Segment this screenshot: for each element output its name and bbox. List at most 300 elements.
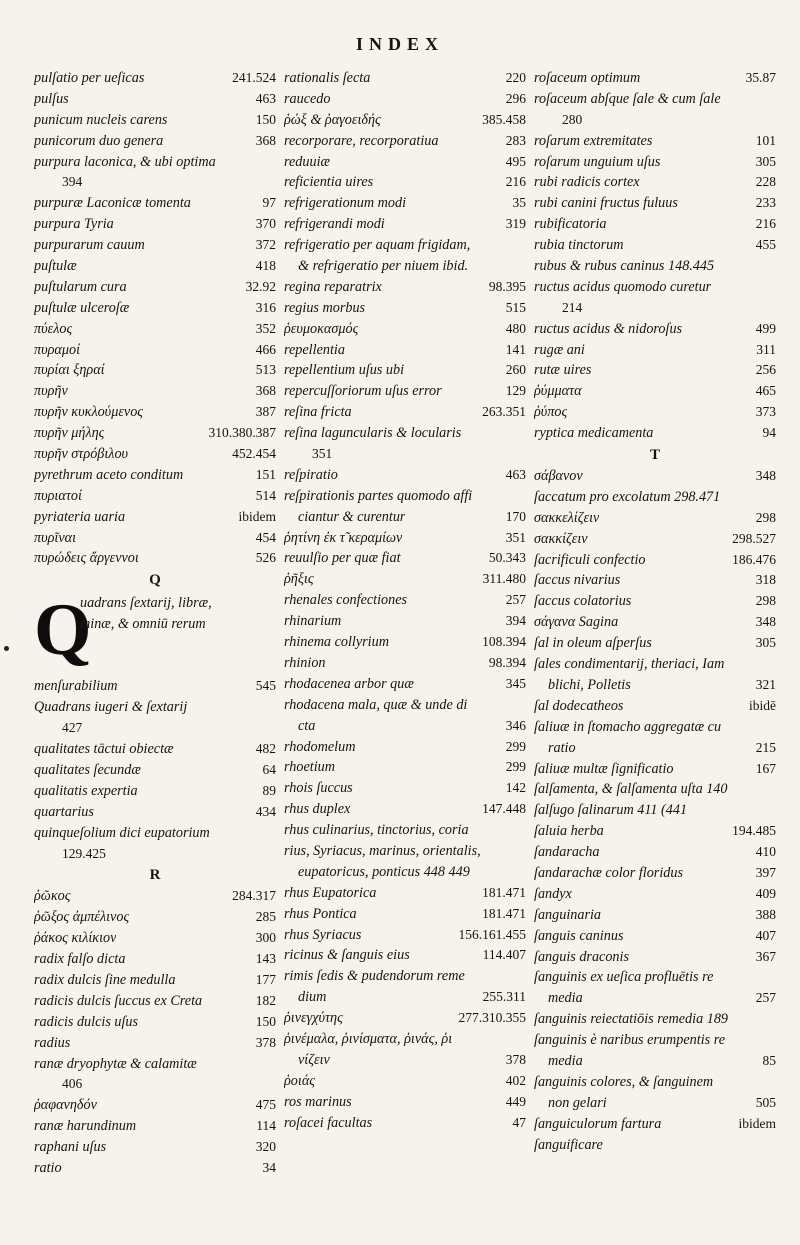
- entry-pages: 463: [255, 90, 276, 106]
- entry-term: ſalſugo ſalinarum 411 (441: [534, 802, 688, 819]
- entry-term: ſandaracha: [534, 844, 600, 861]
- index-entry: [34, 256, 276, 277]
- index-entry: [34, 340, 276, 361]
- entry-term: rhois ſuccus: [284, 780, 353, 797]
- entry-term: rimis ſedis & pudendorum reme: [284, 968, 465, 985]
- entry-pages: 545: [255, 678, 276, 694]
- entry-pages: 50.343: [488, 550, 526, 566]
- entry-term: σακκελίζειν: [534, 509, 600, 526]
- index-entry: [34, 548, 276, 569]
- entry-term: qualitates ſecundæ: [34, 761, 141, 778]
- index-entry: [534, 172, 776, 193]
- entry-term: media: [548, 990, 583, 1007]
- entry-pages: 186.476: [732, 551, 776, 567]
- entry-pages: 156.161.455: [458, 926, 526, 942]
- entry-term: rhodacenea arbor quæ: [284, 675, 414, 692]
- entry-pages: 378: [505, 1051, 526, 1067]
- index-entry: [34, 907, 276, 928]
- entry-pages: 351: [312, 446, 333, 462]
- index-entry: [534, 570, 776, 591]
- entry-term: rhus duplex: [284, 801, 351, 818]
- entry-term: reduuiæ: [284, 153, 330, 170]
- index-entry: [34, 465, 276, 486]
- index-entry: [534, 926, 776, 947]
- entry-term: regina reparatrix: [284, 278, 382, 295]
- entry-term: reſina fricta: [284, 404, 352, 421]
- entry-pages: 150: [255, 111, 276, 127]
- entry-term: πυρίαι ξηραί: [34, 362, 105, 379]
- dropcap-block: [34, 589, 276, 676]
- entry-pages: 406: [62, 1076, 83, 1092]
- index-entry: [284, 319, 526, 340]
- entry-pages: 151: [255, 466, 276, 482]
- entry-pages: 108.394: [482, 634, 526, 650]
- entry-term: πυρῆν στρόβιλου: [34, 446, 129, 463]
- entry-term: rubi radicis cortex: [534, 174, 640, 191]
- entry-pages: 299: [505, 738, 526, 754]
- index-entry: [34, 1033, 276, 1054]
- entry-pages: 47: [512, 1114, 526, 1130]
- index-entry: [34, 760, 276, 781]
- index-entry: [34, 1074, 276, 1095]
- entry-pages: 311.480: [482, 571, 526, 587]
- index-entry: [534, 675, 776, 696]
- entry-term: ſandarachæ color floridus: [534, 864, 683, 881]
- entry-pages: 97: [262, 195, 276, 211]
- index-entry: [534, 152, 776, 173]
- entry-term: ſaliuæ in ſtomacho aggregatæ cu: [534, 718, 722, 735]
- entry-pages: 143: [255, 951, 276, 967]
- index-entry: [284, 423, 526, 444]
- index-entry: [534, 235, 776, 256]
- entry-pages: 170: [505, 508, 526, 524]
- entry-pages: 305: [755, 635, 776, 651]
- entry-pages: 378: [255, 1034, 276, 1050]
- entry-term: ſanguinaria: [534, 906, 602, 923]
- index-entry: [34, 1116, 276, 1137]
- entry-pages: 141: [505, 341, 526, 357]
- entry-term: ῥάκος κιλίκιον: [34, 930, 117, 947]
- entry-term: quartarius: [34, 803, 94, 820]
- entry-pages: 194.485: [732, 823, 776, 839]
- index-entry: [284, 381, 526, 402]
- index-entry: [34, 381, 276, 402]
- entry-pages: 368: [255, 383, 276, 399]
- index-entry: [284, 340, 526, 361]
- index-columns: [34, 68, 792, 1179]
- index-entry: [284, 841, 526, 862]
- index-entry: [284, 235, 526, 256]
- index-entry: [80, 593, 276, 614]
- entry-pages: 482: [255, 741, 276, 757]
- entry-term: Quadrans iugeri & ſextarij: [34, 699, 188, 716]
- index-entry: [534, 110, 776, 131]
- index-entry: [284, 799, 526, 820]
- entry-term: rhenales confectiones: [284, 592, 408, 609]
- index-entry: [534, 298, 776, 319]
- index-entry: [284, 277, 526, 298]
- index-entry: [534, 1093, 776, 1114]
- ink-dot: [4, 646, 9, 651]
- entry-pages: 177: [255, 971, 276, 987]
- entry-pages: 388: [755, 906, 776, 922]
- entry-pages: 449: [505, 1093, 526, 1109]
- index-entry: [534, 759, 776, 780]
- entry-term: ſanguinis ex ueſica profluētis re: [534, 969, 714, 986]
- index-entry: [34, 823, 276, 844]
- index-entry: [534, 696, 776, 717]
- index-entry: [534, 508, 776, 529]
- entry-pages: 298: [755, 593, 776, 609]
- entry-pages: 35.87: [745, 70, 776, 85]
- entry-pages: 94: [762, 425, 776, 441]
- index-entry: [34, 1158, 276, 1179]
- entry-term: ῥώξ & ῥαγοειδής: [284, 111, 381, 128]
- entry-pages: ibidem: [238, 508, 276, 524]
- index-entry: [284, 68, 526, 89]
- entry-term: ῥευμοκασμός: [284, 320, 359, 337]
- index-entry: [284, 214, 526, 235]
- entry-term: refrigerandi modi: [284, 216, 385, 233]
- index-entry: [34, 802, 276, 823]
- index-entry: [34, 1054, 276, 1075]
- entry-pages: 499: [755, 320, 776, 336]
- entry-pages: 409: [755, 885, 776, 901]
- entry-term: ῥύπος: [534, 404, 568, 421]
- entry-term: rubificatoria: [534, 216, 607, 233]
- index-entry: [34, 444, 276, 465]
- entry-pages: 463: [505, 466, 526, 482]
- entry-term: ῥητίνη ἐκ τ̃ κεραμίων: [284, 529, 403, 546]
- entry-pages: 452.454: [232, 446, 276, 462]
- entry-term: ſaccus nivarius: [534, 572, 621, 589]
- entry-term: ſanguinis è naribus erumpentis re: [534, 1032, 725, 1049]
- entry-pages: 216: [755, 216, 776, 232]
- entry-term: rhinion: [284, 654, 326, 671]
- entry-pages: 305: [755, 153, 776, 169]
- entry-term: ſanguiculorum fartura: [534, 1115, 662, 1132]
- entry-term: purpura Tyria: [34, 216, 114, 233]
- entry-pages: 32.92: [245, 278, 276, 294]
- entry-pages: 311: [756, 341, 776, 357]
- entry-pages: 284.317: [232, 888, 276, 904]
- entry-pages: 98.395: [488, 278, 526, 294]
- index-entry: [34, 235, 276, 256]
- entry-pages: 321: [755, 676, 776, 692]
- entry-pages: 346: [505, 717, 526, 733]
- index-entry: [534, 319, 776, 340]
- entry-term: ſal in oleum aſperſus: [534, 635, 652, 652]
- index-entry: [284, 131, 526, 152]
- entry-pages: 181.471: [482, 905, 526, 921]
- index-column-1: [34, 68, 276, 1179]
- entry-term: minæ, & omniū rerum: [80, 616, 206, 633]
- entry-term: rubia tinctorum: [534, 237, 624, 254]
- entry-term: πυραμοί: [34, 341, 81, 358]
- index-entry: [534, 612, 776, 633]
- index-entry: [534, 193, 776, 214]
- index-entry: [534, 89, 776, 110]
- entry-term: roſaceum optimum: [534, 70, 641, 86]
- entry-term: raphani uſus: [34, 1139, 107, 1156]
- section-letter-r: R: [149, 867, 161, 884]
- entry-term: repellentia: [284, 341, 345, 358]
- index-entry: [534, 738, 776, 759]
- entry-term: rubus & rubus caninus 148.445: [534, 258, 715, 275]
- index-entry: [534, 256, 776, 277]
- entry-term: dium: [298, 989, 327, 1006]
- entry-term: media: [548, 1052, 583, 1069]
- entry-pages: 283: [505, 132, 526, 148]
- entry-term: rius, Syriacus, marinus, orientalis,: [284, 842, 481, 859]
- entry-pages: 280: [562, 111, 583, 127]
- entry-term: roſarum unguium uſus: [534, 153, 661, 170]
- entry-pages: 216: [505, 174, 526, 190]
- entry-term: ſanguis draconis: [534, 948, 629, 965]
- index-entry: [284, 548, 526, 569]
- index-entry: [34, 676, 276, 697]
- index-entry: [534, 717, 776, 738]
- index-entry: [534, 402, 776, 423]
- index-entry: [284, 256, 526, 277]
- entry-pages: 181.471: [482, 884, 526, 900]
- entry-term: ſal dodecatheos: [534, 697, 624, 714]
- entry-term: πυριατοί: [34, 487, 82, 504]
- entry-term: punicum nucleis carens: [34, 111, 168, 128]
- index-entry: [534, 340, 776, 361]
- entry-pages: 348: [755, 468, 776, 484]
- entry-pages: 402: [505, 1072, 526, 1088]
- index-entry: [534, 988, 776, 1009]
- entry-pages: 255.311: [482, 989, 526, 1005]
- entry-pages: 352: [255, 320, 276, 336]
- entry-term: reficientia uires: [284, 174, 374, 191]
- index-entry: [534, 863, 776, 884]
- entry-term: pulſus: [34, 90, 69, 107]
- entry-pages: 299: [505, 759, 526, 775]
- entry-pages: 34: [262, 1159, 276, 1175]
- index-entry: [534, 842, 776, 863]
- index-entry: [34, 193, 276, 214]
- entry-term: πύελος: [34, 320, 73, 337]
- entry-pages: 114.407: [482, 947, 526, 963]
- entry-pages: 407: [755, 927, 776, 943]
- index-entry: [284, 883, 526, 904]
- index-entry: [284, 904, 526, 925]
- index-entry: [34, 486, 276, 507]
- entry-term: ructus acidus & nidoroſus: [534, 320, 683, 337]
- index-entry: [34, 528, 276, 549]
- entry-term: reſina laguncularis & locularis: [284, 425, 462, 442]
- entry-pages: 385.458: [482, 111, 526, 127]
- entry-term: cta: [298, 717, 316, 734]
- entry-pages: 220: [505, 70, 526, 85]
- entry-term: ſaliuæ multæ ſignificatio: [534, 760, 674, 777]
- entry-term: ſanguis caninus: [534, 927, 624, 944]
- index-entry: [34, 360, 276, 381]
- entry-term: ῥινέμαλα, ῥινίσματα, ῥινάς, ῥι: [284, 1030, 453, 1047]
- index-entry: [34, 1012, 276, 1033]
- index-entry: [534, 131, 776, 152]
- index-entry: [34, 152, 276, 173]
- index-entry: [534, 654, 776, 675]
- index-entry: [534, 1051, 776, 1072]
- entry-term: & refrigeratio per niuem ibid.: [298, 258, 469, 275]
- entry-pages: 147.448: [482, 801, 526, 817]
- entry-pages: 466: [255, 341, 276, 357]
- section-letter-q: Q: [149, 572, 161, 589]
- entry-pages: 505: [755, 1094, 776, 1110]
- entry-term: refrigeratio per aquam frigidam,: [284, 237, 471, 254]
- entry-term: ratio: [34, 1159, 62, 1176]
- index-entry: [534, 360, 776, 381]
- index-entry: [534, 633, 776, 654]
- index-entry: [34, 423, 276, 444]
- entry-term: ranæ dryophytæ & calamitæ: [34, 1055, 197, 1072]
- index-entry: [284, 172, 526, 193]
- entry-term: rationalis ſecta: [284, 70, 371, 86]
- entry-term: ſanguinis colores, & ſanguinem: [534, 1073, 714, 1090]
- entry-term: ryptica medicamenta: [534, 425, 654, 442]
- index-entry: [284, 1113, 526, 1134]
- index-entry: [34, 886, 276, 907]
- entry-term: rhus Pontica: [284, 905, 357, 922]
- entry-pages: 64: [262, 761, 276, 777]
- entry-pages: 260: [505, 362, 526, 378]
- entry-pages: 367: [755, 948, 776, 964]
- entry-pages: 370: [255, 216, 276, 232]
- entry-term: ratio: [548, 739, 576, 756]
- entry-pages: 101: [755, 132, 776, 148]
- entry-term: raucedo: [284, 90, 331, 107]
- entry-pages: 298: [755, 509, 776, 525]
- index-entry: [284, 402, 526, 423]
- entry-term: πυρῆν: [34, 383, 68, 400]
- entry-term: qualitatis expertia: [34, 782, 138, 799]
- entry-pages: 316: [255, 299, 276, 315]
- entry-term: ciantur & curentur: [298, 508, 406, 525]
- index-entry: [34, 718, 276, 739]
- index-entry: [34, 928, 276, 949]
- entry-pages: 277.310.355: [458, 1010, 526, 1026]
- entry-term: radix falſo dicta: [34, 951, 126, 968]
- entry-term: non gelari: [548, 1094, 607, 1111]
- entry-pages: 256: [755, 362, 776, 378]
- index-entry: [284, 757, 526, 778]
- entry-term: ſanguinis reiectatiōis remedia 189: [534, 1011, 729, 1028]
- index-entry: [534, 68, 776, 89]
- entry-term: reuulſio per quæ fiat: [284, 550, 401, 567]
- entry-term: repercuſſoriorum uſus error: [284, 383, 442, 400]
- index-entry: [534, 1114, 776, 1135]
- index-entry: [534, 381, 776, 402]
- entry-term: regius morbus: [284, 299, 366, 316]
- entry-pages: 387: [255, 404, 276, 420]
- entry-term: πυρῆν κυκλούμενος: [34, 404, 144, 421]
- entry-pages: 233: [755, 195, 776, 211]
- entry-term: eupatoricus, ponticus 448 449: [298, 863, 470, 880]
- index-entry: [284, 110, 526, 131]
- entry-pages: 394: [505, 613, 526, 629]
- entry-pages: 465: [755, 383, 776, 399]
- index-entry: [534, 800, 776, 821]
- index-entry: [284, 360, 526, 381]
- entry-pages: 418: [255, 258, 276, 274]
- index-entry: [284, 611, 526, 632]
- entry-term: rhinarium: [284, 613, 342, 630]
- entry-pages: 345: [505, 675, 526, 691]
- index-entry: [34, 89, 276, 110]
- entry-term: ſalſamenta, & ſalſamenta uſta 140: [534, 781, 728, 798]
- index-entry: [34, 214, 276, 235]
- entry-term: ructus acidus quomodo curetur: [534, 278, 712, 295]
- entry-pages: 296: [505, 90, 526, 106]
- entry-term: pulſatio per ueſicas: [34, 70, 145, 86]
- index-entry: [284, 695, 526, 716]
- entry-pages: 300: [255, 930, 276, 946]
- entry-pages: 348: [755, 614, 776, 630]
- index-entry: [534, 1072, 776, 1093]
- entry-term: reſpirationis partes quomodo affi: [284, 487, 473, 504]
- index-entry: [284, 298, 526, 319]
- entry-term: rhodomelum: [284, 738, 356, 755]
- entry-pages: 215: [755, 739, 776, 755]
- entry-pages: 182: [255, 992, 276, 1008]
- entry-pages: 513: [255, 362, 276, 378]
- entry-pages: 454: [255, 529, 276, 545]
- entry-term: rutæ uires: [534, 362, 592, 379]
- entry-term: ῥινεγχύτης: [284, 1010, 343, 1027]
- index-entry: [284, 1050, 526, 1071]
- index-entry: [284, 152, 526, 173]
- index-entry: [534, 550, 776, 571]
- index-entry: [534, 423, 776, 444]
- entry-term: ῥῆξις: [284, 571, 314, 588]
- entry-pages: 214: [562, 299, 583, 315]
- entry-term: purpura laconica, & ubi optima: [34, 153, 216, 170]
- index-entry: [534, 277, 776, 298]
- index-entry: [534, 529, 776, 550]
- index-entry: [34, 172, 276, 193]
- entry-term: roſaceum abſque ſale & cum ſale: [534, 90, 721, 107]
- index-entry: [34, 1137, 276, 1158]
- entry-pages: 455: [755, 237, 776, 253]
- index-entry: [284, 89, 526, 110]
- entry-term: ſandyx: [534, 885, 572, 902]
- index-entry: [284, 1071, 526, 1092]
- index-entry: [284, 486, 526, 507]
- entry-term: ros marinus: [284, 1093, 352, 1110]
- entry-term: radicis dulcis ſuccus ex Creta: [34, 992, 203, 1009]
- entry-term: puſtulæ ulceroſæ: [34, 299, 130, 316]
- entry-term: ſacrificuli confectio: [534, 551, 646, 568]
- index-entry: [284, 778, 526, 799]
- entry-term: rubi canini fructus fuluus: [534, 195, 678, 212]
- entry-pages: 320: [255, 1139, 276, 1155]
- index-entry: [534, 1009, 776, 1030]
- entry-pages: 298.527: [732, 530, 776, 546]
- entry-term: purpurarum cauum: [34, 237, 145, 254]
- entry-pages: 368: [255, 132, 276, 148]
- index-entry: [34, 1095, 276, 1116]
- entry-pages: ibidem: [738, 1115, 776, 1131]
- entry-pages: 167: [755, 760, 776, 776]
- index-entry: [34, 131, 276, 152]
- entry-pages: 410: [755, 844, 776, 860]
- index-entry: [34, 319, 276, 340]
- entry-term: πυρῆν μήλης: [34, 425, 105, 442]
- index-entry: [284, 590, 526, 611]
